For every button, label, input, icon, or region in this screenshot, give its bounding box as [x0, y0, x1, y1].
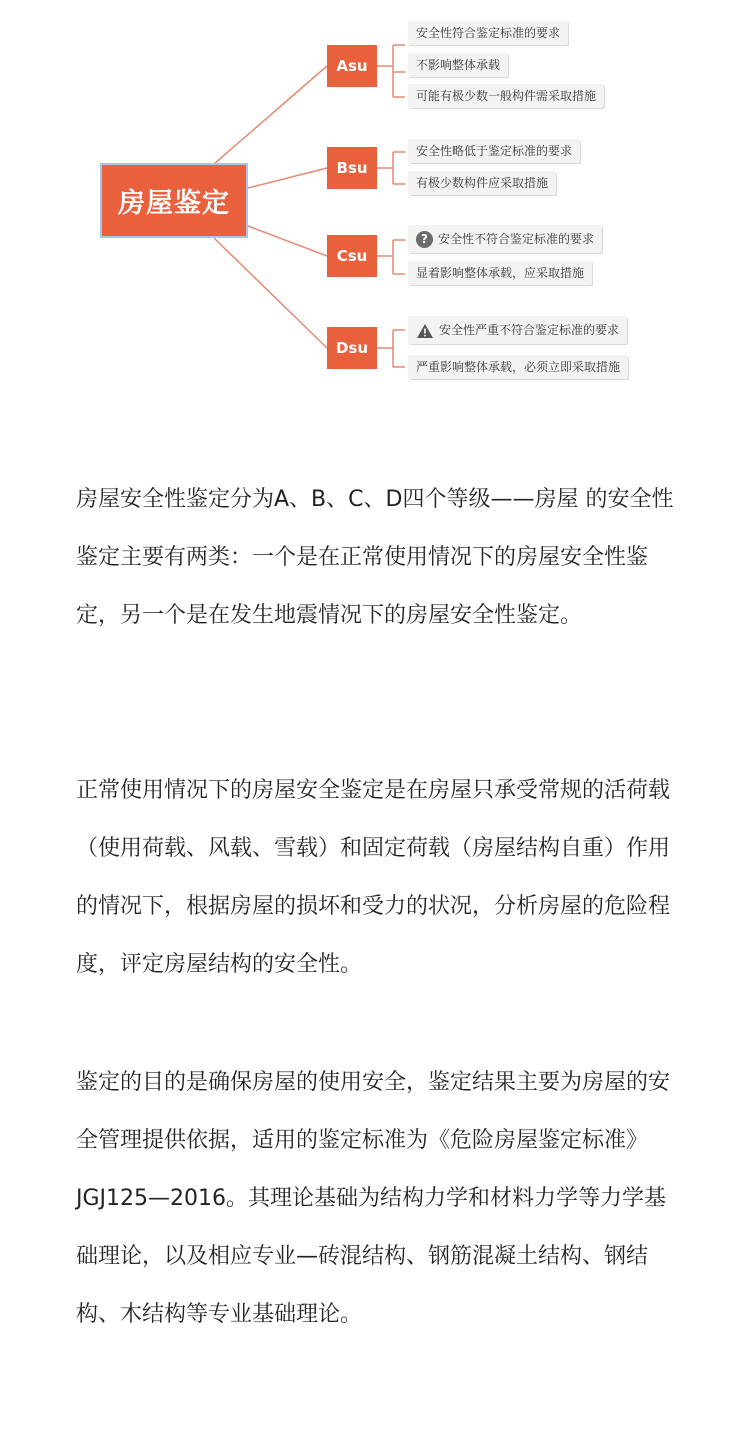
- connector-bsu-leaves: [377, 152, 405, 184]
- mind-map: [0, 0, 750, 400]
- leaf-dsu-2: 严重影响整体承载，必须立即采取措施: [408, 355, 628, 379]
- leaf-csu-1-text: 安全性不符合鉴定标准的要求: [438, 232, 595, 246]
- connector-asu: [214, 66, 327, 164]
- connector-dsu-leaves: [377, 330, 405, 367]
- branch-node-asu: Asu: [327, 45, 377, 87]
- question-icon: ?: [416, 231, 433, 248]
- article-paragraph-2: 正常使用情况下的房屋安全鉴定是在房屋只承受常规的活荷载（使用荷载、风载、雪载）和固定荷载（房屋结构自重）作用的情况下，根据房屋的损坏和受力的状况，分析房屋的危险程度，评定房屋结构的安全性。: [76, 778, 671, 977]
- leaf-bsu-2: 有极少数构件应采取措施: [408, 171, 556, 195]
- article-paragraph-1: 房屋安全性鉴定分为A、B、C、D四个等级——房屋 的安全性鉴定主要有两类：一个是在正常使用情况下的房屋安全性鉴定，另一个是在发生地震情况下的房屋安全性鉴定。: [76, 487, 674, 628]
- leaf-csu-2: 显着影响整体承载，应采取措施: [408, 261, 592, 285]
- connector-csu: [248, 226, 327, 256]
- connector-asu-leaves: [377, 45, 405, 97]
- connector-dsu: [214, 238, 327, 348]
- leaf-csu-1: [408, 225, 602, 253]
- branch-node-bsu: Bsu: [327, 147, 377, 189]
- leaf-dsu-1: [408, 316, 627, 344]
- leaf-asu-3: 可能有极少数一般构件需采取措施: [408, 84, 604, 108]
- leaf-bsu-1: 安全性略低于鉴定标准的要求: [408, 139, 580, 163]
- leaf-dsu-1-text: 安全性严重不符合鉴定标准的要求: [439, 323, 620, 337]
- leaf-asu-2: 不影响整体承载: [408, 53, 508, 77]
- branch-node-dsu: Dsu: [327, 327, 377, 369]
- connector-csu-leaves: [377, 240, 405, 274]
- leaf-asu-1: 安全性符合鉴定标准的要求: [408, 21, 568, 45]
- warning-icon: [416, 323, 434, 339]
- branch-node-csu: Csu: [327, 235, 377, 277]
- article-paragraph-3: 鉴定的目的是确保房屋的使用安全，鉴定结果主要为房屋的安全管理提供依据，适用的鉴定标准为《危险房屋鉴定标准》JGJ125—2016。其理论基础为结构力学和材料力学等力学基础理论，以及相应专业—砖混结构、钢筋混凝土结构、钢结构、木结构等专业基础理论。: [76, 1070, 671, 1327]
- connector-bsu: [248, 168, 327, 188]
- mindmap-root-node: 房屋鉴定: [100, 163, 248, 238]
